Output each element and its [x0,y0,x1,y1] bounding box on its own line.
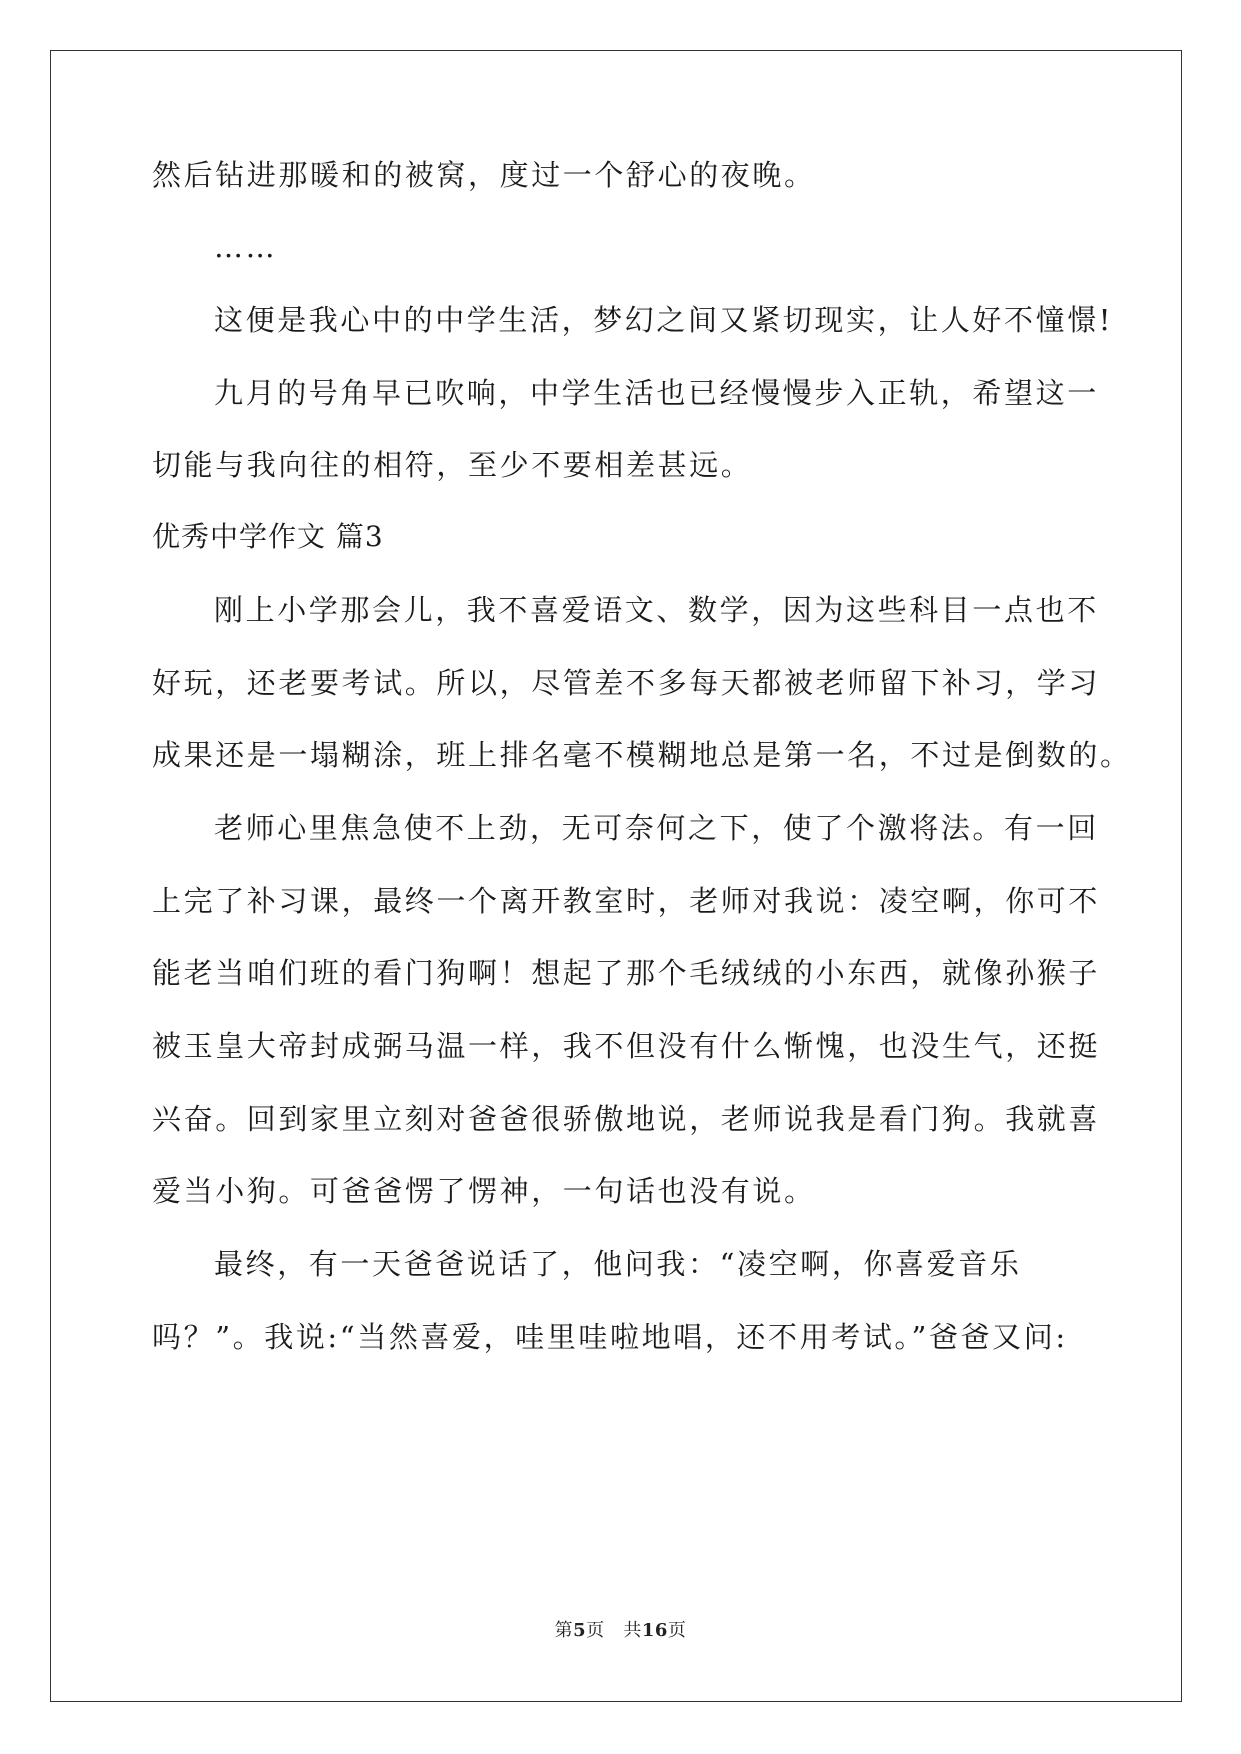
footer-total-prefix: 共 [623,1620,642,1641]
text-line: 爱当小狗。可爸爸愣了愣神，一句话也没有说。 [152,1174,816,1208]
section-heading: 优秀中学作文 篇3 [152,520,384,553]
text-line: 切能与我向往的相符，至少不要相差甚远。 [152,448,753,482]
page-footer [0,1616,1241,1642]
paragraph-line: 这便是我心中的中学生活，梦幻之间又紧切现实，让人好不憧憬! [214,303,1114,337]
text-line: 好玩，还老要考试。所以，尽管差不多每天都被老师留下补习，学习 [152,666,1101,700]
footer-total-unit: 页 [667,1620,687,1641]
paragraph-line: 九月的号角早已吹响，中学生活也已经慢慢步入正轨，希望这一 [214,376,1099,410]
text-line: 被玉皇大帝封成弼马温一样，我不但没有什么惭愧，也没生气，还挺 [152,1029,1101,1063]
text-line: 上完了补习课，最终一个离开教室时，老师对我说：凌空啊，你可不 [152,884,1101,918]
paragraph-line: 老师心里焦急使不上劲，无可奈何之下，使了个激将法。有一回 [214,811,1099,845]
text-line: 兴奋。回到家里立刻对爸爸很骄傲地说，老师说我是看门狗。我就喜 [152,1102,1101,1136]
paragraph-line: 刚上小学那会儿，我不喜爱语文、数学，因为这些科目一点也不 [214,593,1099,627]
text-line: 然后钻进那暖和的被窝，度过一个舒心的夜晚。 [152,158,816,192]
page-border [50,50,1182,1702]
text-line: 吗？”。我说:“当然喜爱，哇里哇啦地唱，还不用考试。”爸爸又问: [152,1320,1068,1354]
total-pages: 16 [641,1620,668,1641]
footer-prefix: 第 [554,1620,574,1641]
text-line: 成果还是一塌糊涂，班上排名毫不模糊地总是第一名，不过是倒数的。 [152,738,1132,772]
page-number: 5 [573,1620,587,1641]
text-line: 能老当咱们班的看门狗啊！想起了那个毛绒绒的小东西，就像孙猴子 [152,956,1101,990]
ellipsis-line: …… [214,230,278,264]
paragraph-line: 最终，有一天爸爸说话了，他问我：“凌空啊，你喜爱音乐 [214,1247,1022,1281]
footer-page-unit: 页 [586,1620,605,1641]
